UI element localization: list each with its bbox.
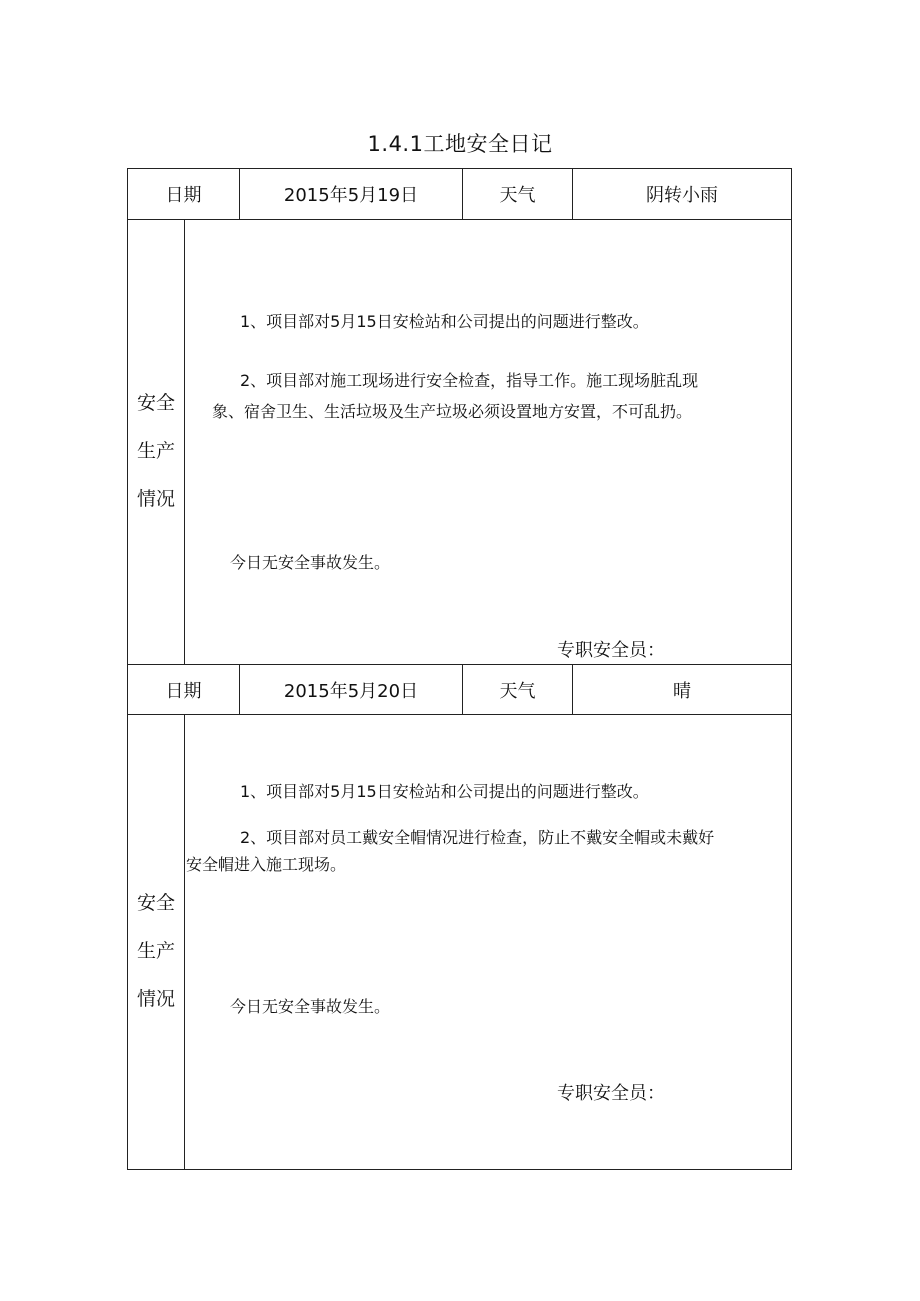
section-label-line: 安全	[136, 392, 175, 414]
diary-item: 象、宿舍卫生、生活垃圾及生产垃圾必须设置地方安置，不可乱扔。	[212, 402, 693, 421]
date-value: 2015年5月19日	[283, 185, 419, 206]
weather-label: 天气	[499, 680, 536, 702]
section-label-line: 生产	[136, 940, 175, 962]
diary-item: 1、项目部对5月15日安检站和公司提出的问题进行整改。	[240, 312, 649, 331]
table-divider	[184, 219, 185, 665]
table-divider	[127, 714, 792, 715]
section-label	[128, 379, 184, 523]
section-label-line: 情况	[136, 988, 175, 1010]
section-label	[128, 879, 184, 1023]
section-label-line: 情况	[136, 488, 175, 510]
signature-label: 专职安全员：	[557, 1083, 665, 1104]
date-label: 日期	[165, 680, 202, 702]
summary-text: 今日无安全事故发生。	[230, 553, 391, 572]
diary-item: 1、项目部对5月15日安检站和公司提出的问题进行整改。	[240, 782, 649, 801]
diary-item: 安全帽进入施工现场。	[186, 855, 347, 874]
summary-text: 今日无安全事故发生。	[230, 997, 391, 1016]
page-title: 1.4.1工地安全日记	[367, 132, 553, 156]
date-label: 日期	[165, 185, 202, 206]
weather-value: 晴	[673, 680, 691, 702]
date-value: 2015年5月20日	[283, 680, 419, 702]
weather-value: 阴转小雨	[646, 185, 718, 206]
diary-item: 2、项目部对员工戴安全帽情况进行检查，防止不戴安全帽或未戴好	[240, 828, 715, 847]
section-label-line: 安全	[136, 892, 175, 914]
table-divider	[184, 714, 185, 1170]
section-label-line: 生产	[136, 440, 175, 462]
weather-label: 天气	[499, 185, 536, 206]
diary-item: 2、项目部对施工现场进行安全检查，指导工作。施工现场脏乱现	[240, 371, 699, 390]
signature-label: 专职安全员：	[557, 640, 665, 661]
table-divider	[127, 219, 792, 220]
